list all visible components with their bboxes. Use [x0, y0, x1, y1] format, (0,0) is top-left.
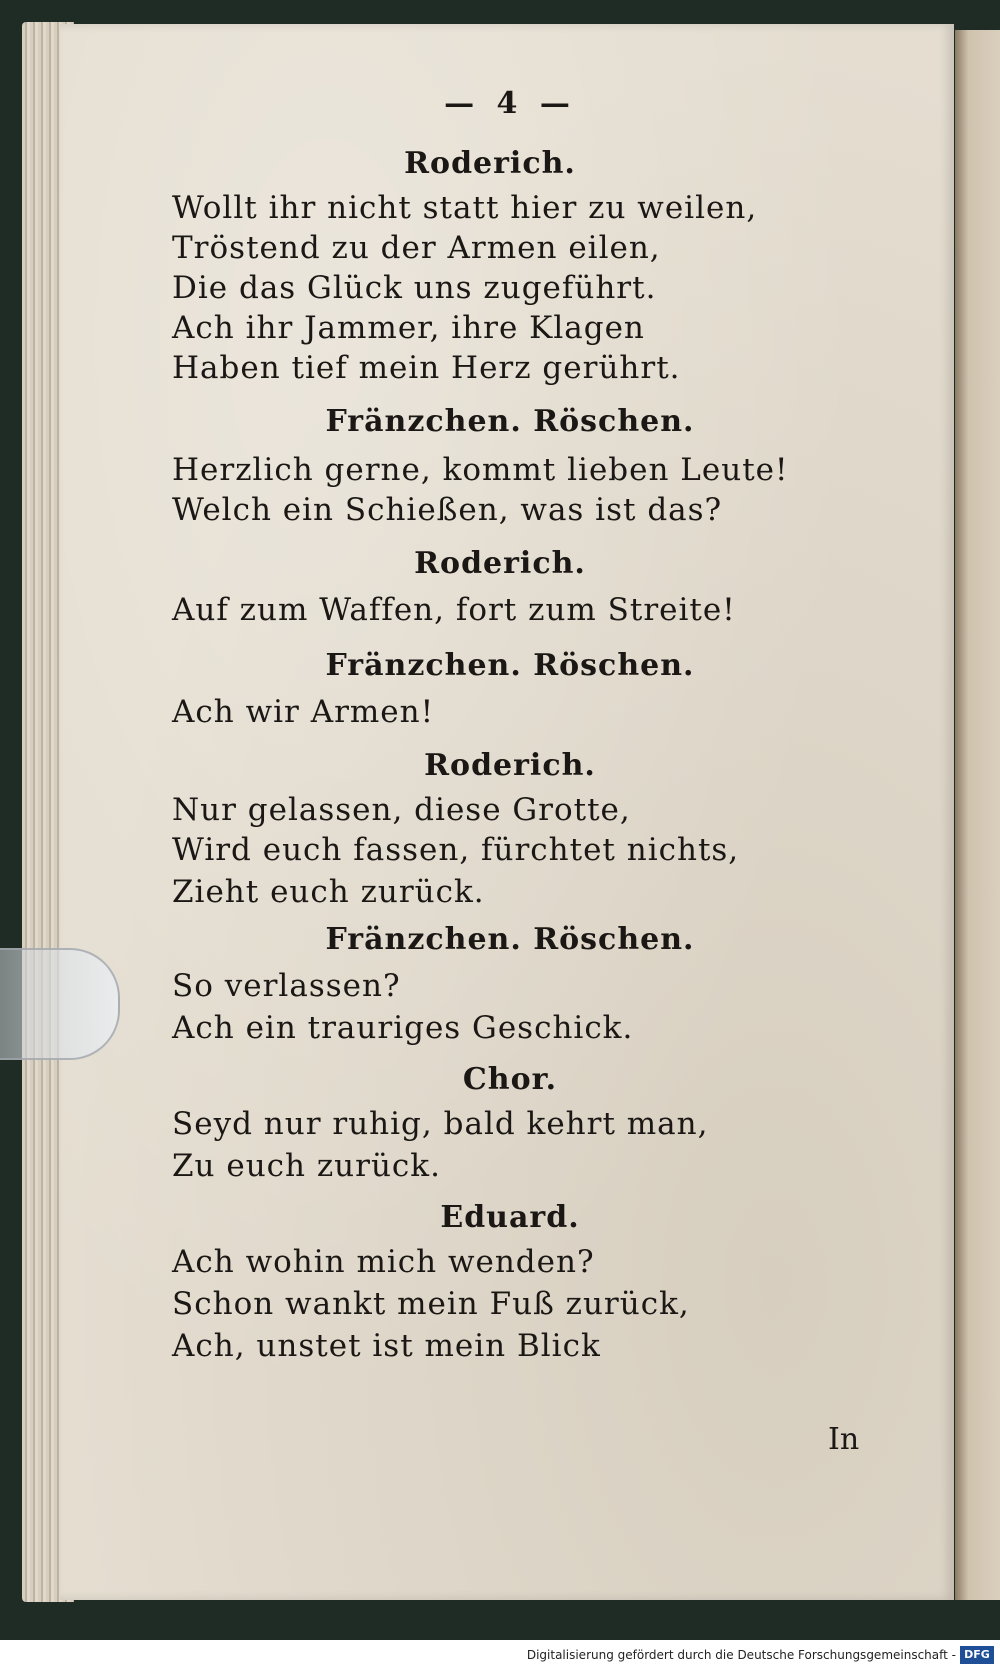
speaker-label: Fränzchen. Röschen. — [325, 922, 695, 957]
verse-line: Nur gelassen, diese Grotte, — [172, 792, 631, 828]
verse-line: Ach ein trauriges Geschick. — [172, 1010, 634, 1046]
verse-line: Seyd nur ruhig, bald kehrt man, — [172, 1106, 709, 1142]
dfg-logo: DFG — [960, 1646, 994, 1664]
verse-line: So verlassen? — [172, 968, 401, 1004]
page-number: — 4 — — [444, 86, 576, 121]
verse-line: Herzlich gerne, kommt lieben Leute! — [172, 452, 789, 488]
verse-line: Wird euch fassen, fürchtet nichts, — [172, 832, 740, 868]
verse-line: Schon wankt mein Fuß zurück, — [172, 1286, 690, 1322]
verse-line: Auf zum Waffen, fort zum Streite! — [172, 592, 736, 628]
verse-line: Welch ein Schießen, was ist das? — [172, 492, 723, 528]
verse-line: Haben tief mein Herz gerührt. — [172, 350, 681, 386]
verse-line: Wollt ihr nicht statt hier zu weilen, — [172, 190, 758, 226]
verse-line: Ach wohin mich wenden? — [172, 1244, 595, 1280]
footer-bar — [0, 1640, 1000, 1672]
verse-line: Ach, unstet ist mein Blick — [172, 1328, 601, 1364]
speaker-label: Fränzchen. Röschen. — [325, 404, 695, 439]
next-page-edge — [955, 30, 1000, 1600]
verse-line: Zieht euch zurück. — [172, 874, 485, 910]
footer-credit: Digitalisierung gefördert durch die Deutsche Forschungsgemeinschaft - — [526, 1648, 956, 1662]
speaker-label: Chor. — [462, 1062, 558, 1097]
speaker-label: Roderich. — [414, 546, 586, 581]
verse-line: Die das Glück uns zugeführt. — [172, 270, 657, 306]
catchword: In — [828, 1422, 860, 1457]
verse-line: Ach wir Armen! — [172, 694, 435, 730]
verse-line: Tröstend zu der Armen eilen, — [172, 230, 661, 266]
speaker-label: Roderich. — [404, 146, 576, 181]
verse-line: Ach ihr Jammer, ihre Klagen — [172, 310, 645, 346]
speaker-label: Fränzchen. Röschen. — [325, 648, 695, 683]
verse-line: Zu euch zurück. — [172, 1148, 441, 1184]
speaker-label: Roderich. — [424, 748, 596, 783]
speaker-label: Eduard. — [440, 1200, 580, 1235]
